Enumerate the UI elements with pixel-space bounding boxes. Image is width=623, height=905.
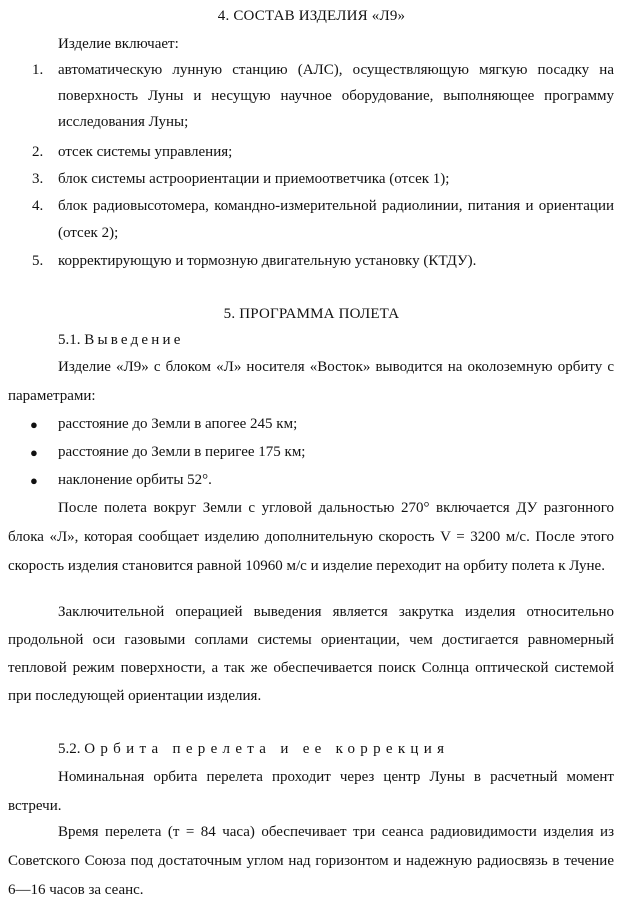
section-4-heading: 4. СОСТАВ ИЗДЕЛИЯ «Л9» (217, 8, 406, 24)
paragraph: Заключительной операцией выведения является закрутка изделия относительно продольной оси газовыми соплами системы ориентации, чем достигается равномерный тепловой режим поверхности, а так же обеспечивается поиск Солнца оптической системой при последующей ориентации изделия. (8, 604, 614, 704)
subsection-number: 5.1. (58, 332, 81, 348)
list-item: расстояние до Земли в апогее 245 км; (58, 416, 298, 432)
subsection-number: 5.2. (58, 741, 81, 757)
list-item: блок радиовысотомера, командно-измерительной радиолинии, питания и ориентации (отсек 2); (58, 198, 614, 241)
list-number: 5. (32, 253, 44, 269)
list-item: отсек системы управления; (58, 144, 233, 160)
section-4-intro: Изделие включает: (58, 36, 179, 52)
subsection-5-1-heading (58, 332, 184, 349)
paragraph: Номинальная орбита перелета проходит через центр Луны в расчетный момент встречи. (8, 769, 614, 814)
paragraph: Время перелета (т = 84 часа) обеспечивает три сеанса радиовидимости изделия из Советского Союза под достаточным углом над горизонтом и надежную радиосвязь в течение 6—16 часов за сеанс. (8, 824, 614, 898)
subsection-title: Выведение (84, 332, 184, 348)
section-5-heading: 5. ПРОГРАММА ПОЛЕТА (223, 306, 400, 322)
list-number: 4. (32, 198, 44, 214)
list-item: наклонение орбиты 52°. (58, 472, 212, 488)
list-item: расстояние до Земли в перигее 175 км; (58, 444, 306, 460)
bullet-icon: ● (30, 417, 38, 432)
list-number: 3. (32, 171, 44, 187)
list-number: 1. (32, 62, 44, 78)
subsection-5-2-heading (58, 741, 449, 758)
subsection-title: Орбита перелета и ее коррекция (84, 741, 450, 757)
bullet-icon: ● (30, 473, 38, 488)
bullet-icon: ● (30, 445, 38, 460)
paragraph: После полета вокруг Земли с угловой дальностью 270° включается ДУ разгонного блока «Л», которая сообщает изделию дополнительную скорость V = 3200 м/с. После этого скорость изделия становится равной 10960 м/с и изделие переходит на орбиту полета к Луне. (8, 500, 614, 574)
list-item: корректирующую и тормозную двигательную установку (КТДУ). (58, 253, 477, 269)
list-number: 2. (32, 144, 44, 160)
paragraph: Изделие «Л9» с блоком «Л» носителя «Восток» выводится на околоземную орбиту с параметрами: (8, 359, 614, 404)
list-item: автоматическую лунную станцию (АЛС), осуществляющую мягкую посадку на поверхность Луны и несущую научное оборудование, выполняющее программу исследования Луны; (58, 62, 614, 130)
list-item: блок системы астроориентации и приемоответчика (отсек 1); (58, 171, 450, 187)
